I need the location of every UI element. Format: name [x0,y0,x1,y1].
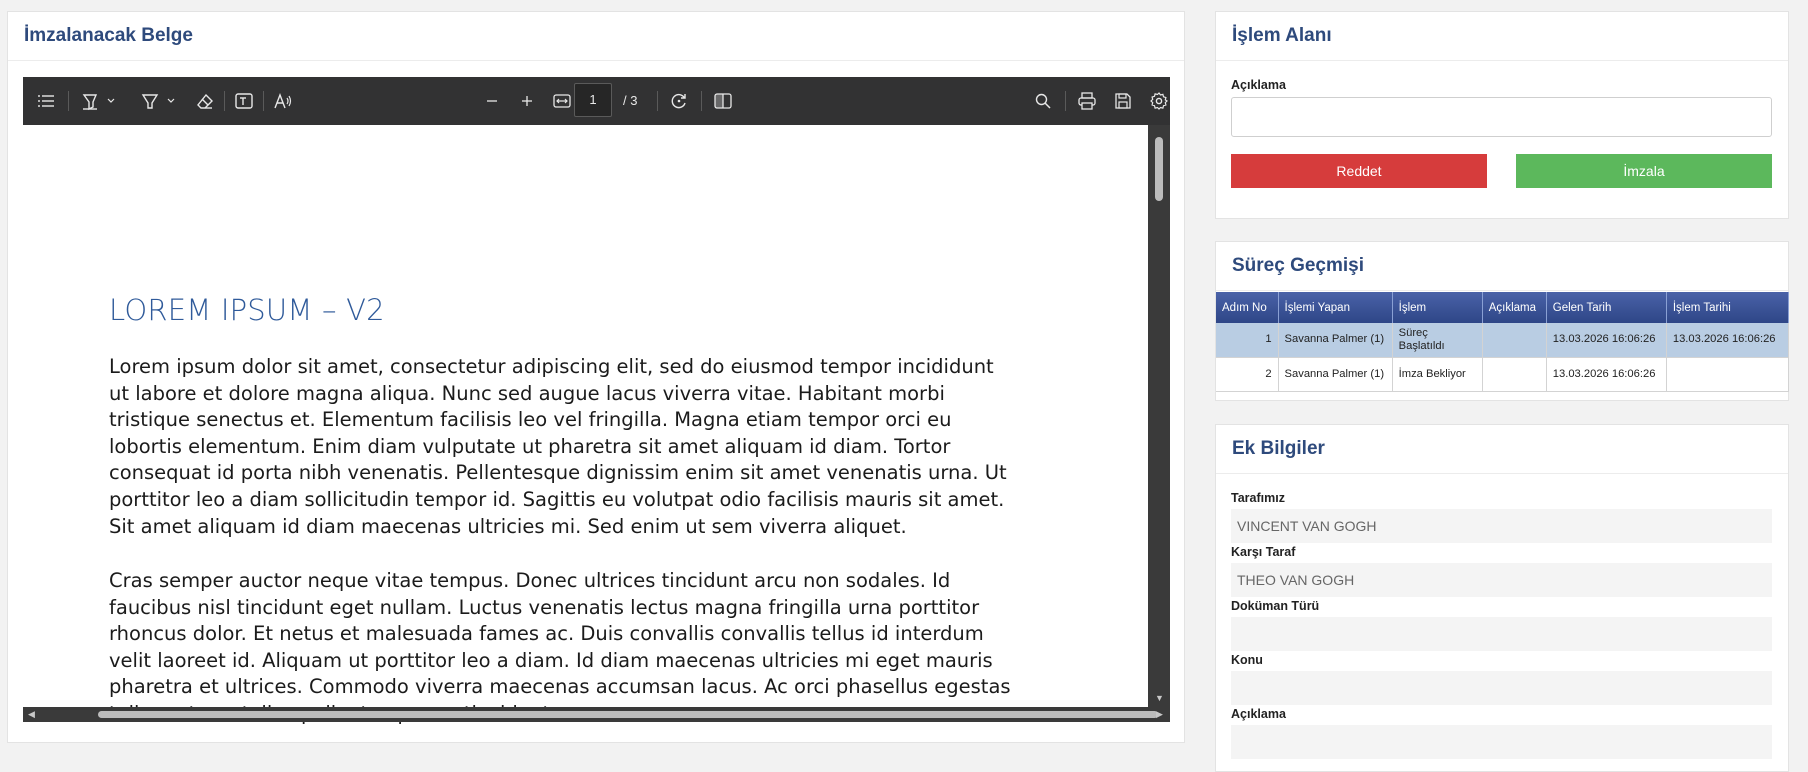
aciklama-info-label: Açıklama [1231,707,1286,721]
scroll-down-arrow-icon[interactable]: ▼ [1155,693,1164,703]
aciklama-info-field [1231,725,1772,759]
save-icon[interactable] [1111,77,1135,125]
scroll-right-arrow-icon[interactable]: ▶ [1156,709,1163,719]
column-header[interactable]: Adım No [1216,292,1278,323]
sidebar-list-icon[interactable] [33,77,59,125]
process-history-title: Süreç Geçmişi [1216,242,1788,291]
toolbar-divider [224,91,225,111]
page-view-icon[interactable] [711,77,735,125]
action-date-cell [1666,357,1788,391]
process-history-panel [1215,241,1789,401]
page-total-label: / 3 [623,93,638,108]
action-date-cell: 13.03.2026 16:06:26 [1666,323,1788,357]
scrollbar-thumb[interactable] [98,711,1158,718]
reject-button[interactable]: Reddet [1231,154,1487,188]
tarafimiz-field: VINCENT VAN GOGH [1231,509,1772,543]
vertical-scrollbar[interactable] [1148,125,1170,707]
horizontal-scrollbar[interactable] [23,707,1170,722]
document-paragraph: Lorem ipsum dolor sit amet, consectetur adipiscing elit, sed do eiusmod tempor incididunt ut labore et dolore magna aliqua. Nunc sed augue lacus viverra vitae. Habitant morbi tristique senectus et. Elementum facilisis leo vel fringilla. Magna etiam tempor orci eu lobortis elementum. Enim diam vulputate ut pharetra sit amet aliquam id diam. Tortor consequat id porta nibh venenatis. Pellentesque dignissim enim sit amet venenatis urna. Ut porttitor leo a diam sollicitudin tempor id. Sagittis eu volutpat odio facilisis mauris sit amet. Sit amet aliquam id diam maecenas ultricies mi. Sed enim ut sem viverra aliquet. [109,355,1007,538]
table-header-row [1216,292,1789,323]
received-date-cell: 13.03.2026 16:06:26 [1546,323,1666,357]
chevron-down-icon[interactable] [104,77,118,125]
tarafimiz-label: Tarafımız [1231,491,1285,505]
rotate-icon[interactable] [667,77,691,125]
dokuman-turu-label: Doküman Türü [1231,599,1320,613]
performer-cell: Savanna Palmer (1) [1278,357,1392,391]
step-number-cell: 1 [1216,323,1278,357]
karsi-taraf-label: Karşı Taraf [1231,545,1296,559]
zoom-in-icon[interactable] [515,77,539,125]
performer-cell: Savanna Palmer (1) [1278,323,1392,357]
column-header[interactable]: Gelen Tarih [1546,292,1666,323]
process-history-table [1216,292,1789,392]
document-paragraph: Cras semper auctor neque vitae tempus. Donec ultrices tincidunt arcu non sodales. Id faucibus nisl tincidunt eget nullam. Luctus venenatis lectus magna fringilla urna porttitor rhoncus dolor. Et netus et malesuada fames ac. Duis convallis convallis tellus id interdum velit laoreet id. Aliquam ut porttitor leo a diam. Id diam maecenas ultricies mi eget mauris pharetra et ultrices. Commodo viverra maecenas accumsan lacus. Ac orci phasellus egestas [109,569,1011,699]
toolbar-divider [657,91,658,111]
toolbar-divider [68,91,69,111]
document-heading: LOREM IPSUM – V2 [109,293,385,327]
aciklama-label: Açıklama [1231,78,1286,92]
action-panel [1215,11,1789,219]
pdf-page [23,125,1148,707]
step-number-cell: 2 [1216,357,1278,391]
eraser-icon[interactable] [193,77,217,125]
document-panel-title: İmzalanacak Belge [8,12,1184,61]
draw-icon[interactable] [138,77,162,125]
received-date-cell: 13.03.2026 16:06:26 [1546,357,1666,391]
table-row[interactable] [1216,357,1789,391]
text-box-icon[interactable] [232,77,256,125]
action-panel-title: İşlem Alanı [1216,12,1788,61]
column-header[interactable]: İşlem [1392,292,1482,323]
fit-width-icon[interactable] [550,77,574,125]
action-cell: Süreç Başlatıldı [1392,323,1482,357]
document-panel [7,11,1185,743]
toolbar-divider [1065,91,1066,111]
toolbar-divider [701,91,702,111]
description-cell [1482,357,1546,391]
pdf-toolbar [23,77,1170,125]
dokuman-turu-field [1231,617,1772,651]
print-icon[interactable] [1075,77,1099,125]
aciklama-textarea[interactable] [1231,97,1772,137]
additional-info-title: Ek Bilgiler [1216,425,1788,474]
read-aloud-icon[interactable] [271,77,295,125]
highlight-icon[interactable] [78,77,102,125]
settings-icon[interactable] [1147,77,1171,125]
zoom-out-icon[interactable] [480,77,504,125]
column-header[interactable]: İşlem Tarihi [1666,292,1788,323]
chevron-down-icon[interactable] [164,77,178,125]
search-icon[interactable] [1031,77,1055,125]
additional-info-panel [1215,424,1789,772]
table-row[interactable] [1216,323,1789,357]
konu-field [1231,671,1772,705]
action-cell: İmza Bekliyor [1392,357,1482,391]
sign-button[interactable]: İmzala [1516,154,1772,188]
scrollbar-thumb[interactable] [1155,137,1163,201]
pdf-viewer[interactable] [23,77,1170,722]
page-number-input[interactable]: 1 [574,83,612,117]
scroll-left-arrow-icon[interactable]: ◀ [28,709,35,719]
konu-label: Konu [1231,653,1263,667]
column-header[interactable]: Açıklama [1482,292,1546,323]
column-header[interactable]: İşlemi Yapan [1278,292,1392,323]
karsi-taraf-field: THEO VAN GOGH [1231,563,1772,597]
toolbar-divider [263,91,264,111]
description-cell [1482,323,1546,357]
